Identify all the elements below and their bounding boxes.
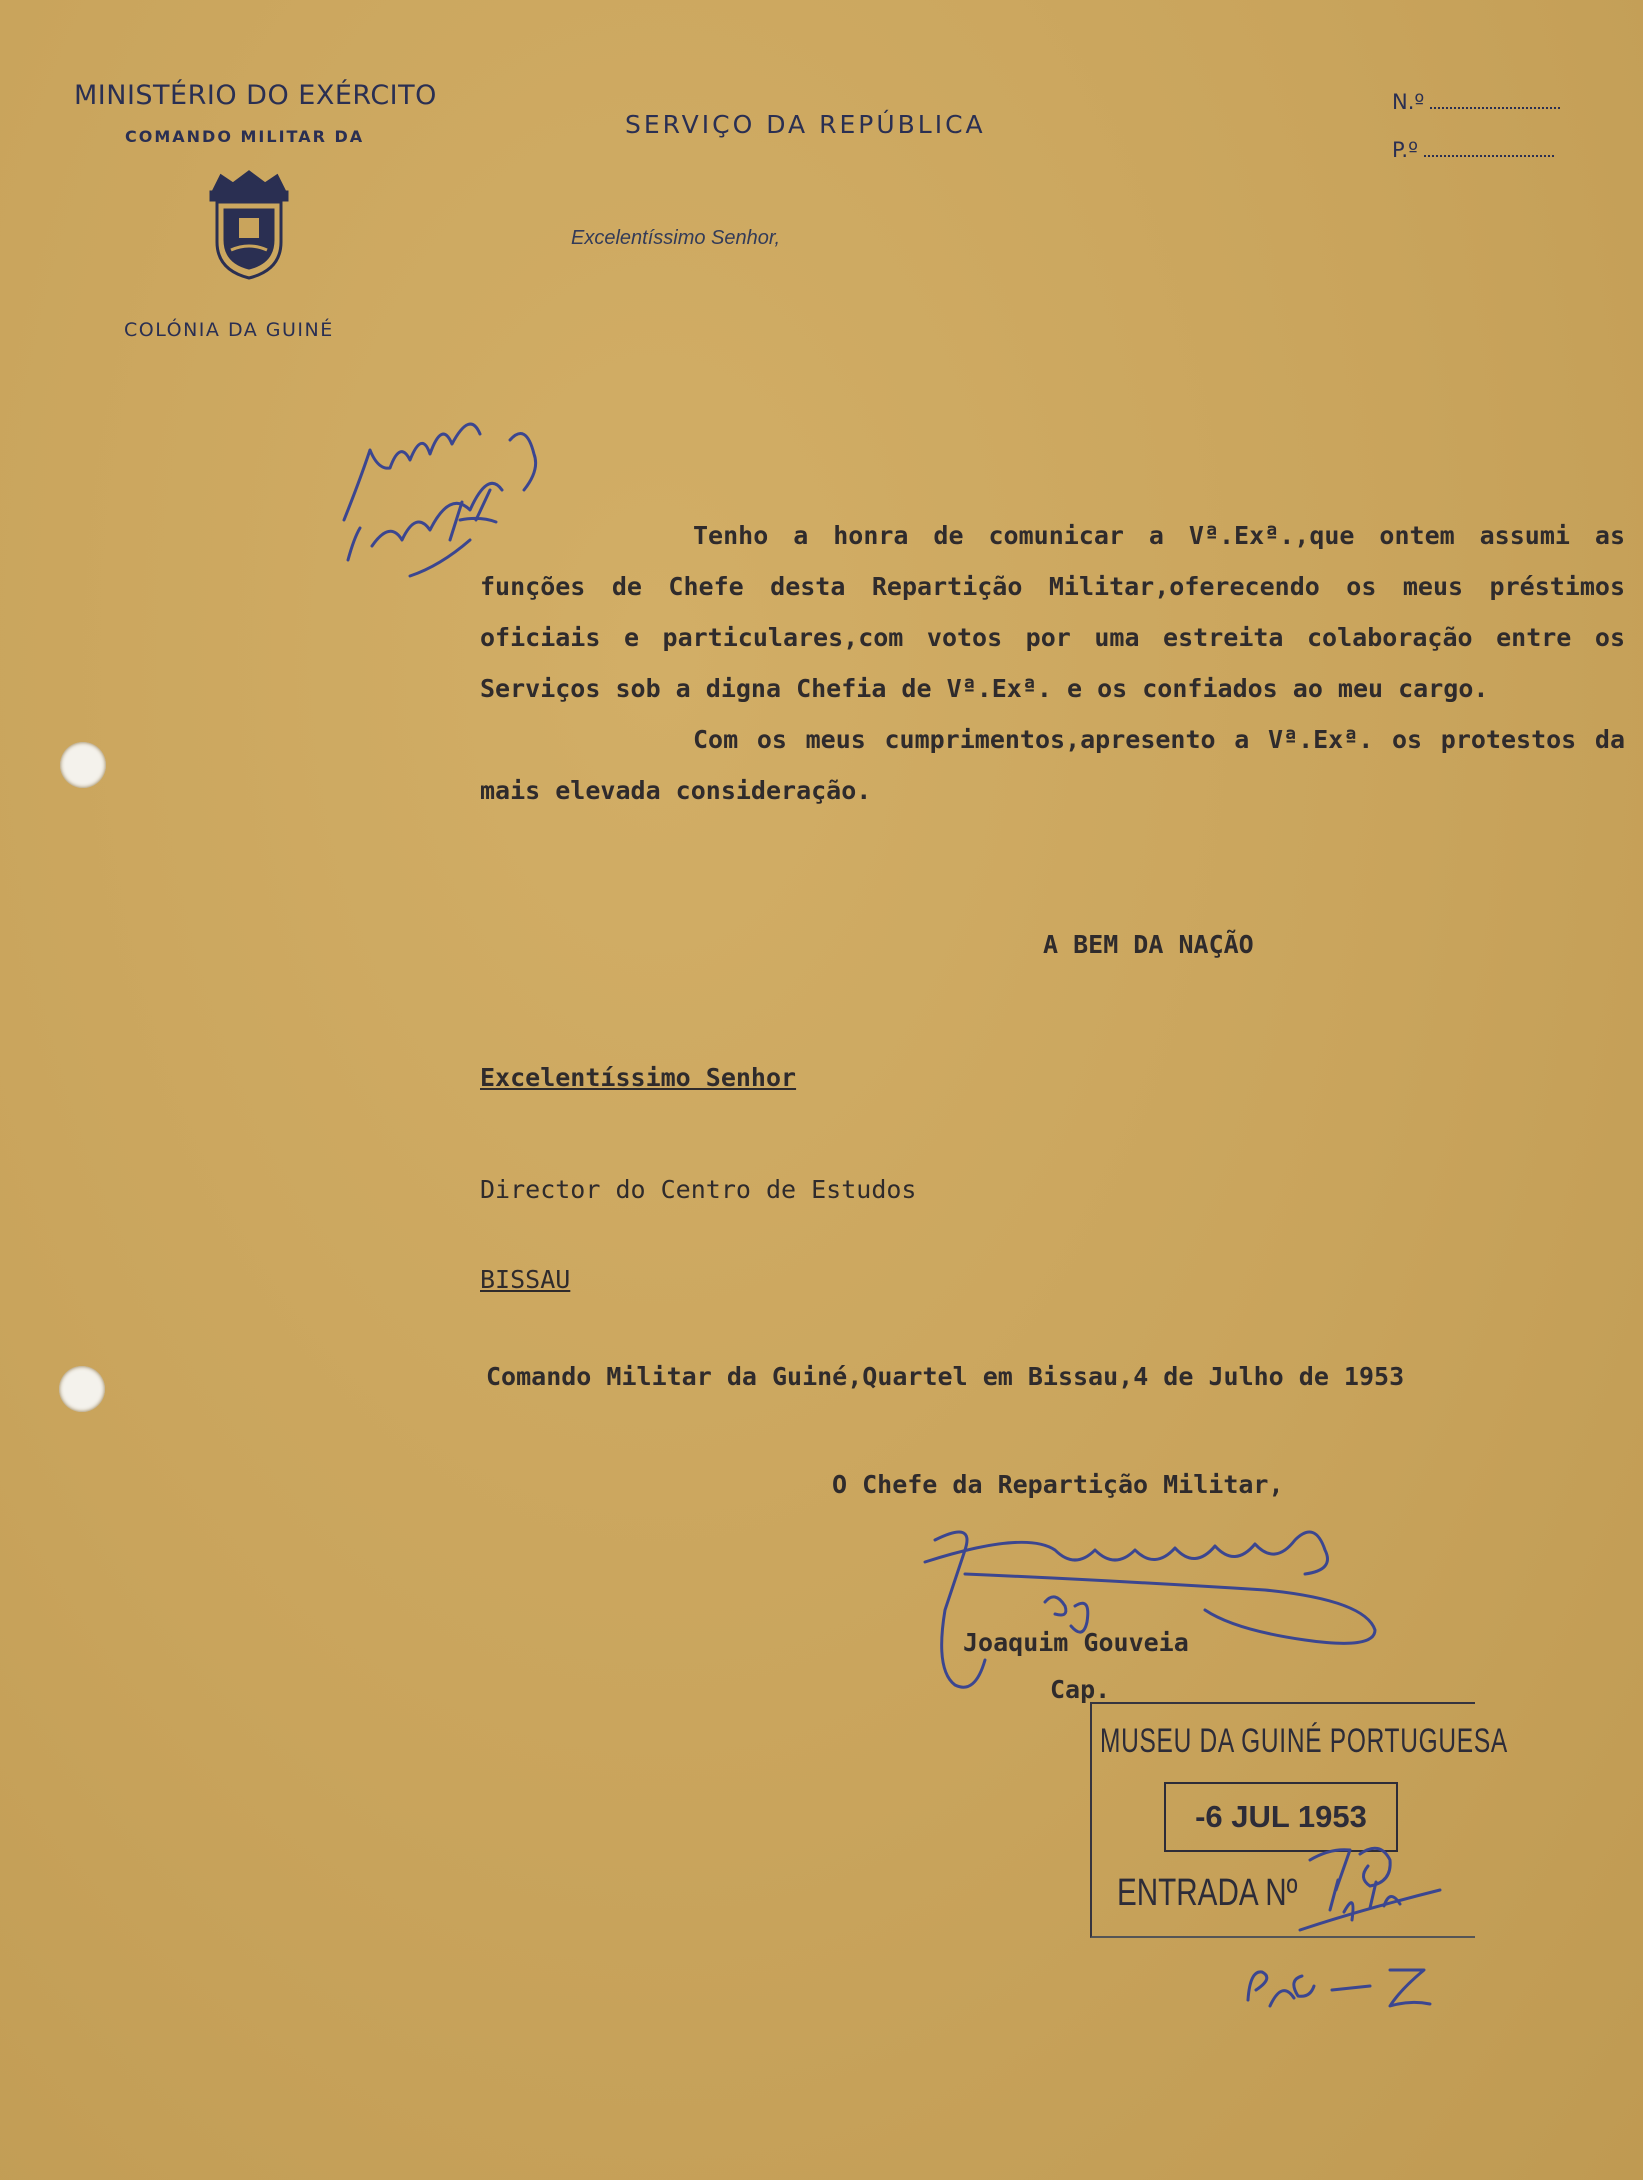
signatory-name: Joaquim Gouveia bbox=[963, 1628, 1189, 1657]
reference-number bbox=[1392, 90, 1560, 114]
handwritten-entry-number bbox=[1240, 1830, 1470, 2030]
punch-hole-top bbox=[60, 742, 106, 788]
stamp-date: -6 JUL 1953 bbox=[1164, 1782, 1398, 1852]
signatory-rank: Cap. bbox=[1050, 1675, 1111, 1704]
coat-of-arms-icon bbox=[203, 170, 295, 282]
service-heading: SERVIÇO DA REPÚBLICA bbox=[625, 110, 986, 139]
addressee-position: Director do Centro de Estudos bbox=[480, 1175, 917, 1204]
process-number bbox=[1392, 138, 1554, 162]
addressee-title: Excelentíssimo Senhor bbox=[480, 1063, 797, 1092]
body-paragraph-2: Com os meus cumprimentos,apresento a Vª.Exª. os protestos da mais elevada consideração. bbox=[480, 725, 1625, 805]
command-heading: COMANDO MILITAR DA bbox=[125, 127, 365, 146]
letter-body bbox=[480, 510, 1625, 816]
colony-heading: COLÓNIA DA GUINÉ bbox=[124, 319, 334, 341]
punch-hole-bottom bbox=[59, 1366, 105, 1412]
printed-salutation: Excelentíssimo Senhor, bbox=[571, 227, 780, 249]
addressee-city: BISSAU bbox=[480, 1265, 571, 1294]
date-line: Comando Militar da Guiné,Quartel em Bissau,4 de Julho de 1953 bbox=[486, 1362, 1405, 1391]
stamp-institution: MUSEU DA GUINÉ PORTUGUESA bbox=[1100, 1722, 1508, 1760]
process-label: P.º bbox=[1392, 138, 1418, 162]
handwritten-signature bbox=[905, 1510, 1385, 1700]
ministry-heading: MINISTÉRIO DO EXÉRCITO bbox=[74, 80, 437, 111]
signatory-role: O Chefe da Repartição Militar, bbox=[832, 1470, 1284, 1499]
stamp-entry-label: ENTRADA Nº bbox=[1117, 1872, 1298, 1914]
closing-formula: A BEM DA NAÇÃO bbox=[1043, 930, 1254, 959]
number-label: N.º bbox=[1392, 90, 1425, 114]
body-paragraph-1: Tenho a honra de comunicar a Vª.Exª.,que ontem assumi as funções de Chefe desta Repartição Militar,oferecendo os meus préstimos oficiais e particulares,com votos por uma estreita colaboração entre os Serviços sob a digna Chefia de Vª.Exª. e os confiados ao meu cargo. bbox=[480, 521, 1625, 703]
